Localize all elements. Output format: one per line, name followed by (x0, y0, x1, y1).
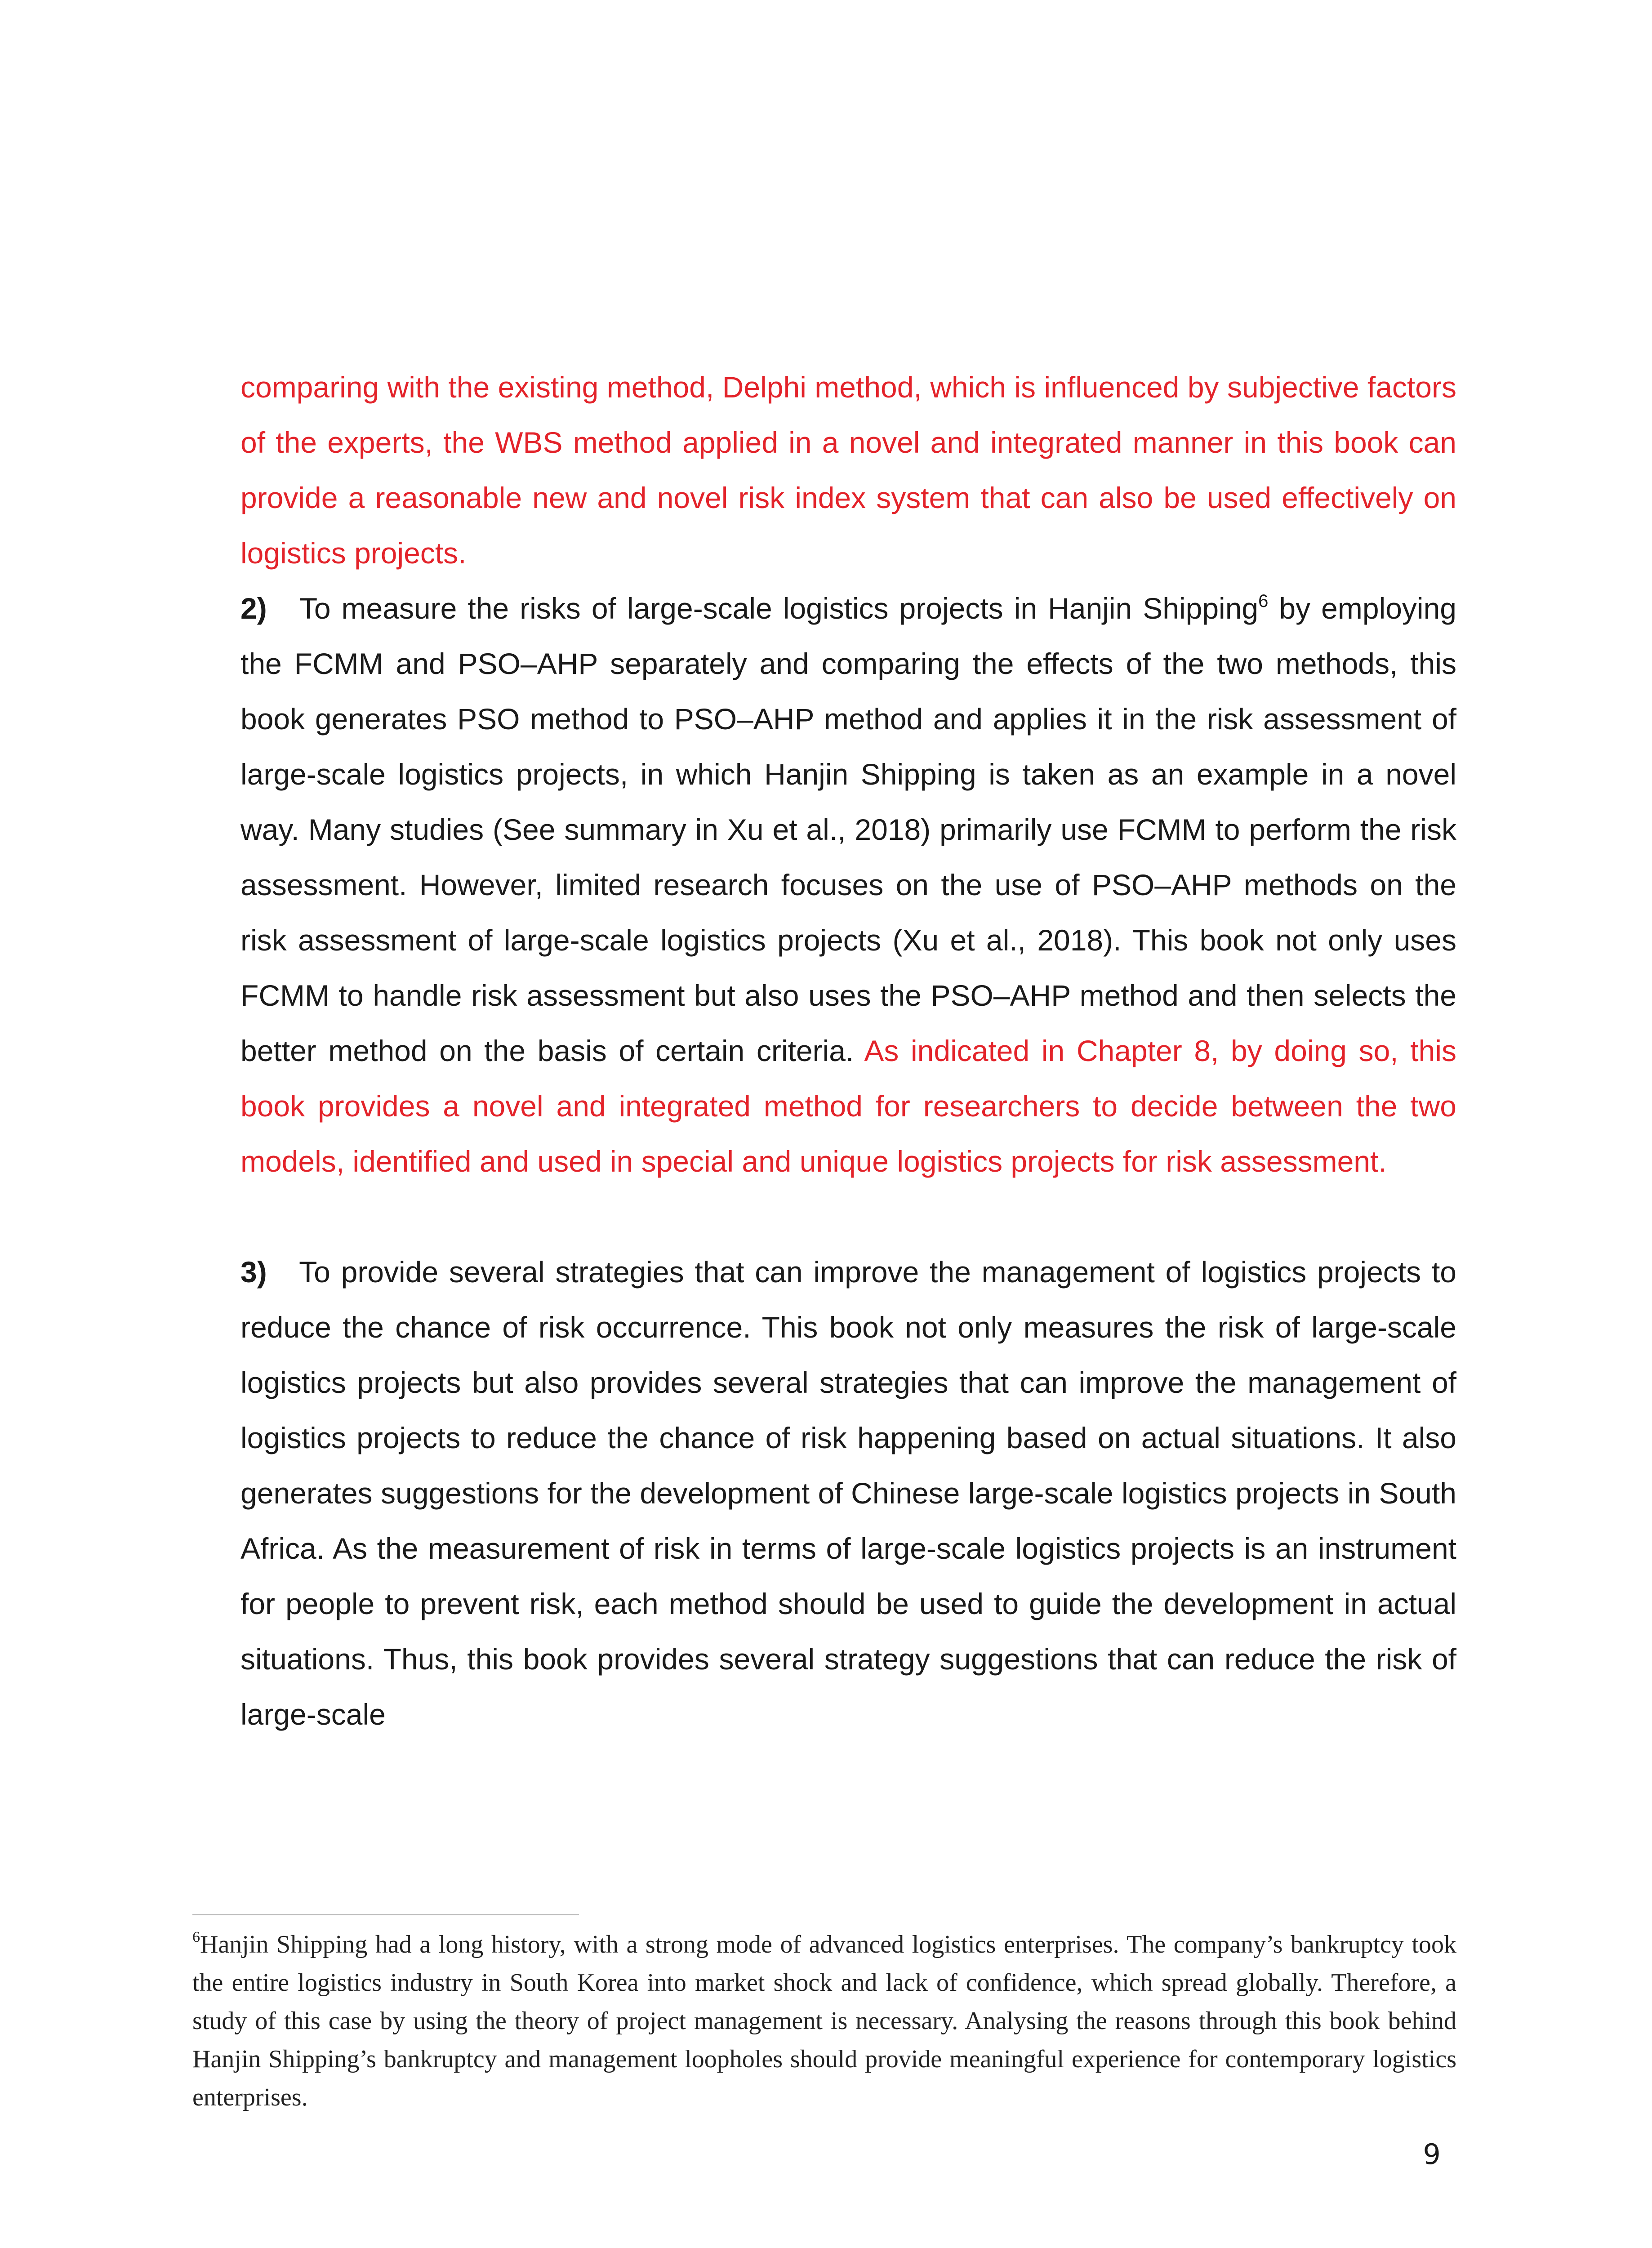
footnote-mark: 6 (192, 1929, 200, 1945)
footnote-text: Hanjin Shipping had a long history, with a strong mode of advanced logistics enterprises. The company’s bankruptcy took the entire logistics industry in South Korea into market shock and lack of confidence, which spread globally. Therefore, a study of this case by using the theory of project management is necessary. Analysing the reasons through this book behind Hanjin Shipping’s bankruptcy and management loopholes should provide meaningful experience for contemporary logistics enterprises. (192, 1931, 1456, 2111)
list-number-3: 3) (240, 1255, 267, 1289)
paragraph-2-text-b: by employing the FCMM and PSO–AHP separately and comparing the effects of the two methods, this book generates PSO method to PSO–AHP method and applies it in the risk assessment of large-scale logistics projects, in which Hanjin Shipping is taken as an example in a novel way. Many studies (See summary in Xu et al., 2018) primarily use FCMM to perform the risk assessment. However, limited research focuses on the use of PSO–AHP methods on the risk assessment of large-scale logistics projects (Xu et al., 2018). This book not only uses FCMM to handle risk assessment but also uses the PSO–AHP method and then selects the better method on the basis of certain criteria. (240, 592, 1457, 1067)
list-number-2: 2) (240, 592, 267, 625)
paragraph-3-text: To provide several strategies that can improve the management of logistics projects to reduce the chance of risk occurrence. This book not only measures the risk of large-scale logistics projects but also provides several strategies that can improve the management of logistics projects to reduce the chance of risk happening based on actual situations. It also generates suggestions for the development of Chinese large-scale logistics projects in South Africa. As the measurement of risk in terms of large-scale logistics projects is an instrument for people to prevent risk, each method should be used to guide the development in actual situations. Thus, this book provides several strategy suggestions that can reduce the risk of large-scale (240, 1255, 1456, 1731)
footnote-reference[interactable]: 6 (1258, 591, 1269, 611)
paragraph-spacer (240, 1189, 1456, 1244)
page-number: 9 (1423, 2138, 1441, 2171)
paragraph-2-highlighted: As indicated in Chapter 8, by doing so, this book provides a novel and integrated method for researchers to decide between the two models, identified and used in special and unique logistics projects for risk assessment. (240, 1034, 1456, 1178)
footnote (192, 1926, 1456, 2117)
paragraph-3 (240, 1244, 1456, 1742)
body-text (240, 360, 1456, 1742)
paragraph-2-text-a: To measure the risks of large-scale logistics projects in Hanjin Shipping (299, 592, 1259, 625)
paragraph-1-highlighted: comparing with the existing method, Delphi method, which is influenced by subjective factors of the experts, the WBS method applied in a novel and integrated manner in this book can provide a reasonable new and novel risk index system that can also be used effectively on logistics projects. (240, 370, 1456, 570)
footnote-divider (192, 1914, 579, 1915)
paragraph-2 (240, 581, 1456, 1189)
